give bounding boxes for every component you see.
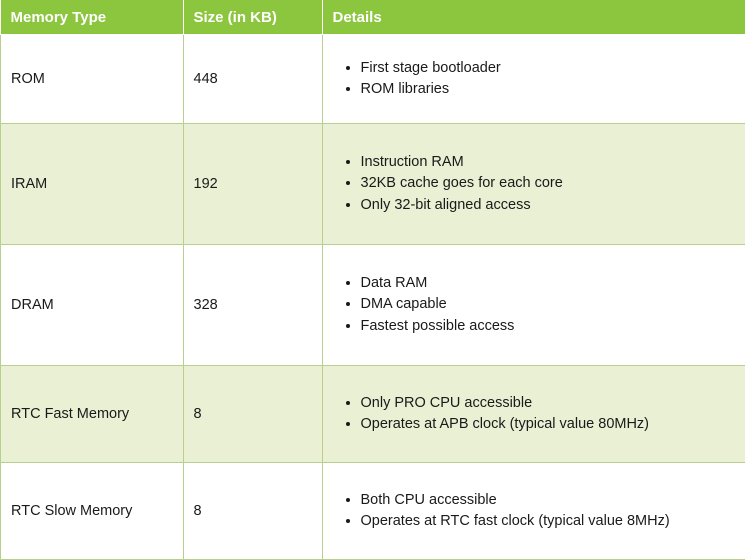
cell-memory-type: IRAM xyxy=(1,124,184,245)
table-row xyxy=(1,463,745,560)
cell-memory-type: DRAM xyxy=(1,245,184,366)
table-body xyxy=(1,35,745,560)
column-header-memory-type: Memory Type xyxy=(1,0,184,35)
list-item: • Both CPU accessible xyxy=(361,490,745,511)
list-item: • Instruction RAM xyxy=(361,152,745,173)
cell-size: 192 xyxy=(183,124,322,245)
table-row xyxy=(1,245,745,366)
list-item: • Only 32-bit aligned access xyxy=(361,195,745,216)
list-item: • 32KB cache goes for each core xyxy=(361,173,745,194)
cell-size: 448 xyxy=(183,35,322,124)
detail-list xyxy=(333,490,745,532)
detail-list xyxy=(333,393,745,435)
table-row xyxy=(1,366,745,463)
list-item: • First stage bootloader xyxy=(361,58,745,79)
list-item: • Fastest possible access xyxy=(361,316,745,337)
table-header xyxy=(1,0,745,35)
detail-list xyxy=(333,58,745,100)
cell-details xyxy=(322,35,745,124)
cell-size: 8 xyxy=(183,366,322,463)
cell-details xyxy=(322,124,745,245)
cell-details xyxy=(322,245,745,366)
cell-details xyxy=(322,366,745,463)
cell-size: 328 xyxy=(183,245,322,366)
cell-details xyxy=(322,463,745,560)
list-item: • Operates at RTC fast clock (typical value 8MHz) xyxy=(361,511,745,532)
table-row xyxy=(1,35,745,124)
list-item: • Operates at APB clock (typical value 80MHz) xyxy=(361,414,745,435)
list-item: • Data RAM xyxy=(361,273,745,294)
table-header-row xyxy=(1,0,745,35)
list-item: • Only PRO CPU accessible xyxy=(361,393,745,414)
table-row xyxy=(1,124,745,245)
list-item: • ROM libraries xyxy=(361,79,745,100)
detail-list xyxy=(333,273,745,336)
cell-memory-type: ROM xyxy=(1,35,184,124)
cell-size: 8 xyxy=(183,463,322,560)
cell-memory-type: RTC Slow Memory xyxy=(1,463,184,560)
cell-memory-type: RTC Fast Memory xyxy=(1,366,184,463)
column-header-details: Details xyxy=(322,0,745,35)
column-header-size: Size (in KB) xyxy=(183,0,322,35)
detail-list xyxy=(333,152,745,215)
list-item: • DMA capable xyxy=(361,294,745,315)
